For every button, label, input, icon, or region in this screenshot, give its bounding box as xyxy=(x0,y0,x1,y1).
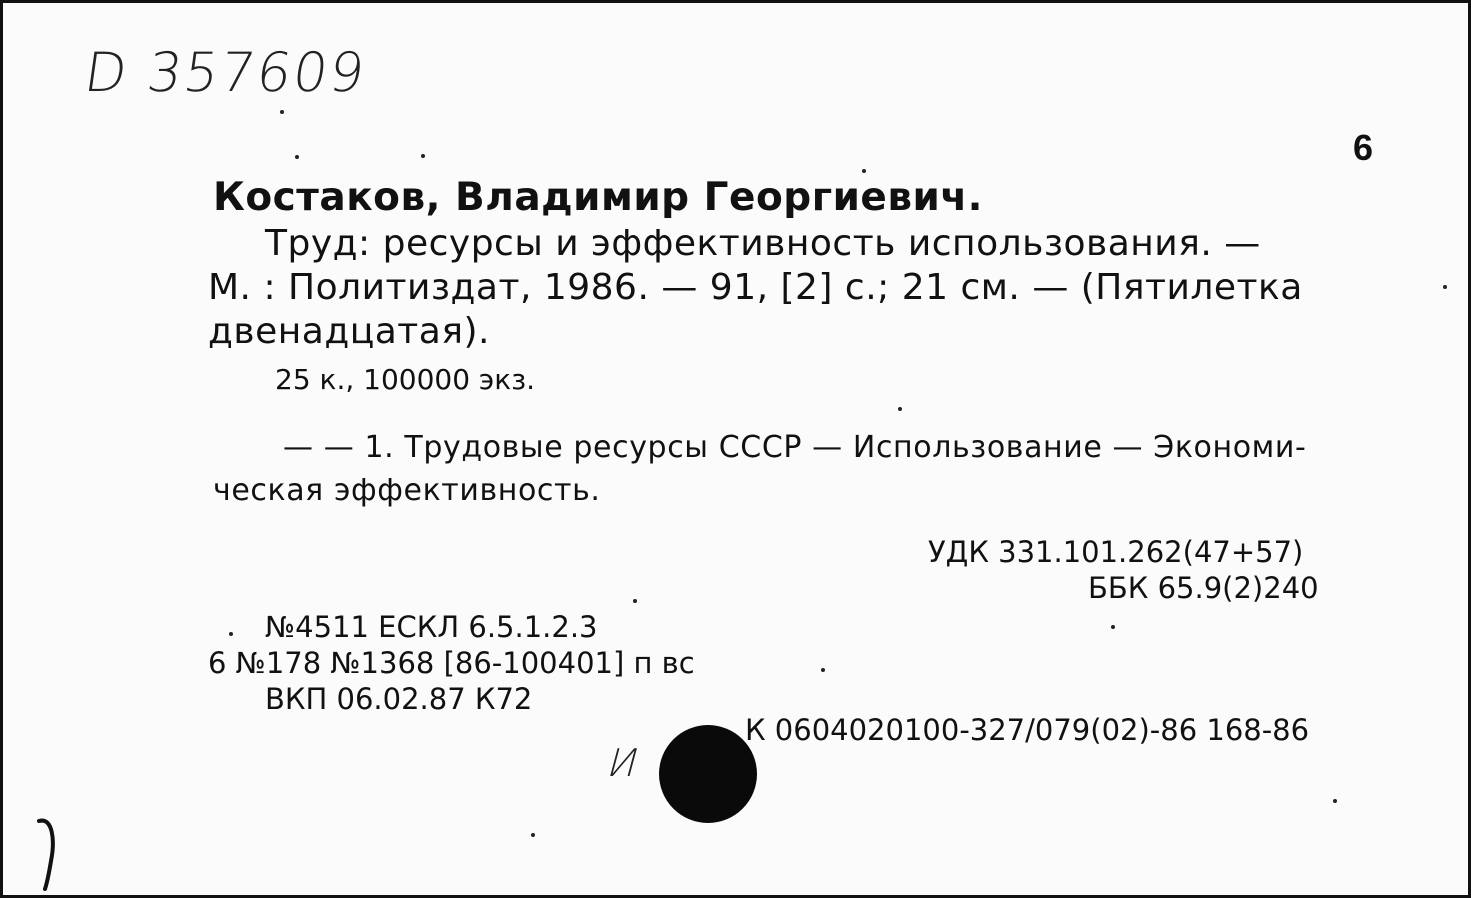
subject-line: ческая эффективность. xyxy=(213,473,601,508)
classmark-line: К 0604020100-327/079(02)-86 168-86 xyxy=(745,713,1310,747)
speck xyxy=(898,407,902,411)
handwritten-initials: И xyxy=(603,741,644,785)
title-line: двенадцатая). xyxy=(208,311,490,352)
margin-mark-icon xyxy=(31,811,71,891)
catalog-line: 6 №178 №1368 [86-100401] п вс xyxy=(208,646,695,680)
catalog-line: №4511 ЕСКЛ 6.5.1.2.3 xyxy=(265,610,598,644)
speck xyxy=(1333,799,1337,803)
speck xyxy=(862,169,866,173)
title-line: М. : Политиздат, 1986. — 91, [2] с.; 21 см. — (Пятилетка xyxy=(208,267,1303,308)
speck xyxy=(1111,625,1115,629)
speck xyxy=(295,155,299,159)
udk-code: УДК 331.101.262(47+57) xyxy=(928,535,1304,569)
speck xyxy=(1443,285,1447,289)
punch-hole-icon xyxy=(659,725,757,823)
speck xyxy=(229,632,233,636)
speck xyxy=(421,154,425,158)
speck xyxy=(821,668,825,672)
bbk-code: ББК 65.9(2)240 xyxy=(1088,571,1319,605)
speck xyxy=(280,110,284,114)
speck xyxy=(633,599,637,603)
catalog-line: ВКП 06.02.87 К72 xyxy=(265,682,533,716)
title-line: Труд: ресурсы и эффективность использования. — xyxy=(265,223,1261,264)
author-heading: Костаков, Владимир Георгиевич. xyxy=(213,175,983,220)
subject-line: — — 1. Трудовые ресурсы СССР — Использование — Экономи- xyxy=(283,430,1307,465)
inventory-number: D 357609 xyxy=(80,41,371,104)
price-line: 25 к., 100000 экз. xyxy=(275,363,535,396)
speck xyxy=(531,833,535,837)
top-right-number: 6 xyxy=(1353,127,1374,168)
